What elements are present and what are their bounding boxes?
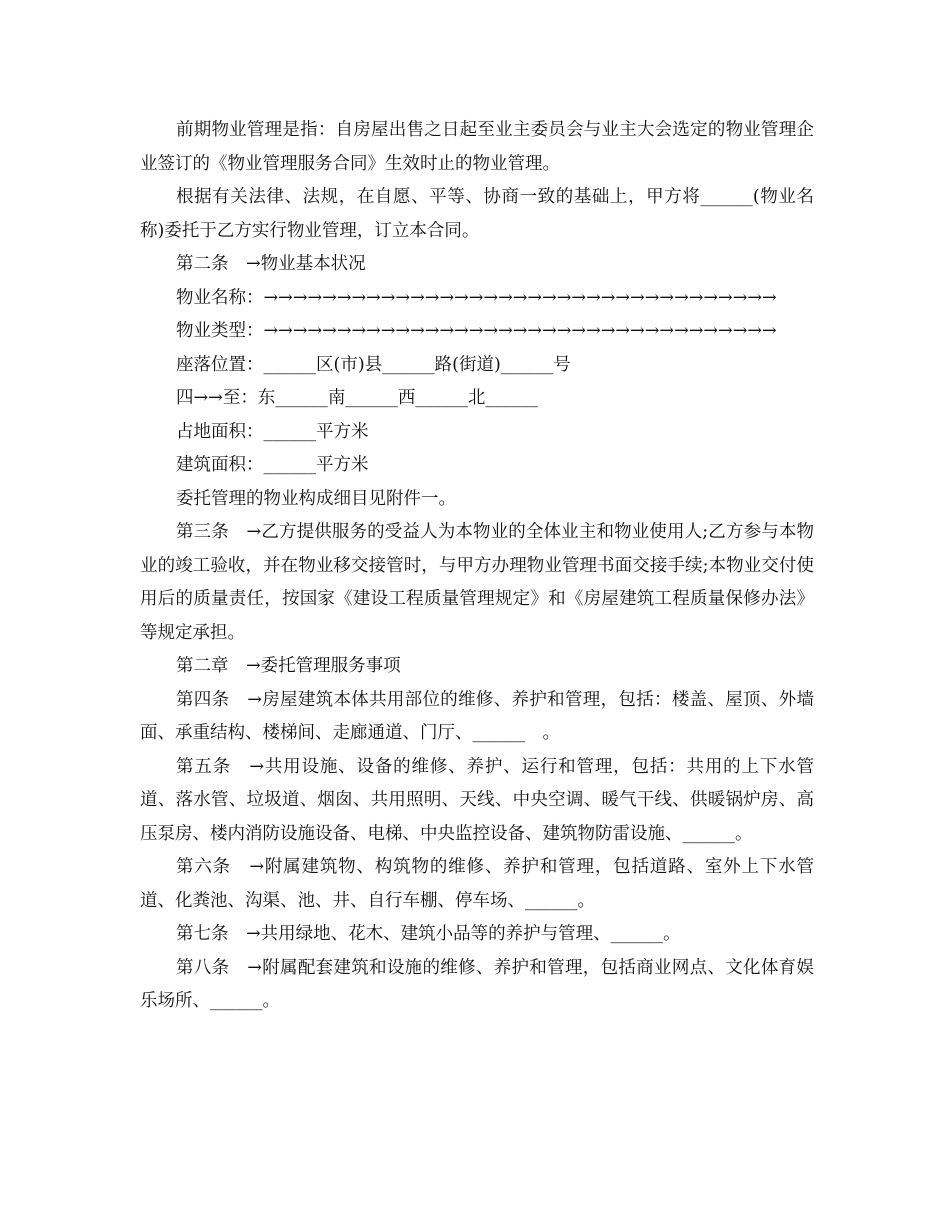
property-type-line: 物业类型：→→→→→→→→→→→→→→→→→→→→→→→→→→→→→→→→→→→: [176, 321, 777, 341]
property-boundaries-line: 四→→至：东______南______西______北______: [176, 388, 538, 408]
article-8: 第八条 →附属配套建筑和设施的维修、养护和管理，包括商业网点、文化体育娱乐场所、______。: [140, 957, 814, 1011]
article-6: 第六条 →附属建筑物、构筑物的维修、养护和管理，包括道路、室外上下水管道、化粪池、沟渠、池、井、自行车棚、停车场、______。: [140, 857, 814, 911]
article-7: 第七条 →共用绿地、花木、建筑小品等的养护与管理、______。: [176, 924, 681, 944]
property-location-line: 座落位置：______区(市)县______路(街道)______号: [176, 354, 571, 375]
article-4: 第四条 →房屋建筑本体共用部位的维修、养护和管理，包括：楼盖、屋顶、外墙面、承重结构、楼梯间、走廊通道、门厅、______ 。: [140, 689, 814, 743]
article-5: 第五条 →共用设施、设备的维修、养护、运行和管理，包括：共用的上下水管道、落水管、垃圾道、烟囱、共用照明、天线、中央空调、暖气干线、供暖锅炉房、高压泵房、楼内消防设施设备、电梯、中央监控设备、建筑物防雷设施、______。: [140, 756, 814, 844]
chapter-2-heading: 第二章 →委托管理服务事项: [176, 656, 401, 676]
article-3: 第三条 →乙方提供服务的受益人为本物业的全体业主和物业使用人;乙方参与本物业的竣工验收，并在物业移交接管时，与甲方办理物业管理书面交接手续;本物业交付使用后的质量责任，按国家《建设工程质量管理规定》和《房屋建筑工程质量保修办法》等规定承担。: [140, 522, 814, 643]
land-area-line: 占地面积：______平方米: [176, 421, 369, 442]
appendix-note: 委托管理的物业构成细目见附件一。: [176, 488, 456, 509]
paragraph-definition: 前期物业管理是指：自房屋出售之日起至业主委员会与业主大会选定的物业管理企业签订的《物业管理服务合同》生效时止的物业管理。: [140, 120, 814, 174]
property-name-line: 物业名称：→→→→→→→→→→→→→→→→→→→→→→→→→→→→→→→→→→→: [176, 287, 777, 308]
contract-body: [140, 114, 814, 1019]
paragraph-entrustment: 根据有关法律、法规，在自愿、平等、协商一致的基础上，甲方将______(物业名称)委托于乙方实行物业管理，订立本合同。: [140, 187, 814, 241]
article-2-heading: 第二条 →物业基本状况: [176, 254, 366, 274]
building-area-line: 建筑面积：______平方米: [176, 455, 369, 475]
